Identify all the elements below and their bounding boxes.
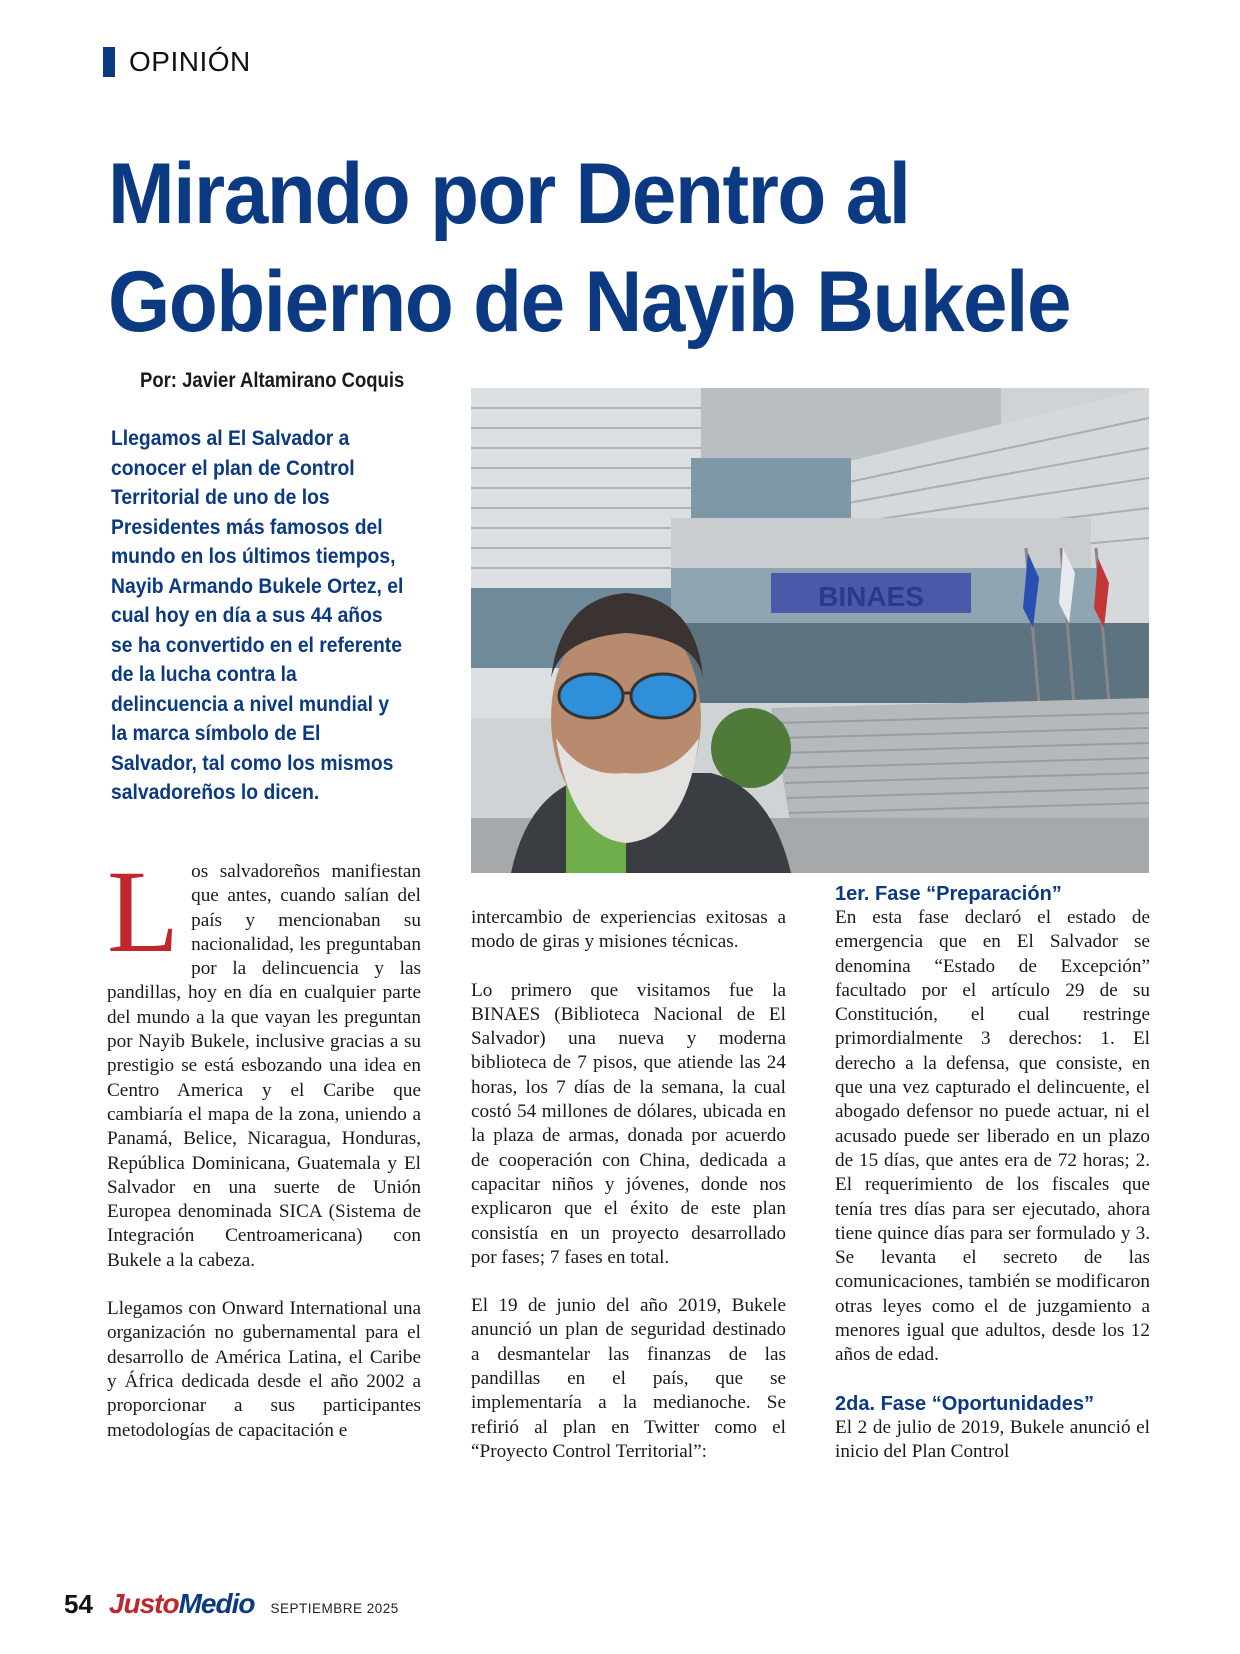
drop-cap: L xyxy=(107,846,180,977)
subhead-phase-2: 2da. Fase “Oportunidades” xyxy=(835,1392,1094,1415)
headline-line-1: Mirando por Dentro al xyxy=(108,146,910,242)
section-title: OPINIÓN xyxy=(129,46,251,77)
column-2-paragraph-3: El 19 de junio del año 2019, Bukele anunció un plan de seguridad destinado a desmantelar las finanzas de las pandillas en el país, que se implementaría a la medianoche. Se refirió al plan en Twitter como el “Proyecto Control Territorial”: xyxy=(471,1295,786,1462)
headline-line-2: Gobierno de Nayib Bukele xyxy=(108,254,1071,350)
column-1-paragraph-1: os salvadoreños manifiestan que antes, cuando salían del país y mencionaban su nacionalidad, les preguntaban por la delincuencia y las pandillas, hoy en día en cualquier parte del mundo a la que vayan les preguntan por Nayib Bukele, inclusive gracias a su prestigio se está esbozando una idea en Centro America y el Caribe que cambiaría el mapa de la zona, uniendo a Panamá, Belice, Nicaragua, Honduras, República Dominicana, Guatemala y El Salvador en una suerte de Unión Europea denominada SICA (Sistema de Integración Centroamericana) con Bukele a la cabeza. xyxy=(107,861,421,1271)
byline: Por: Javier Altamirano Coquis xyxy=(140,369,405,392)
column-2-paragraph-1: intercambio de experiencias exitosas a modo de giras y misiones técnicas. xyxy=(471,907,786,953)
building-sign: BINAES xyxy=(818,581,924,612)
section-marker xyxy=(103,47,115,77)
article-photo xyxy=(471,388,1149,873)
article-column-3 xyxy=(835,882,1150,1488)
lede-paragraph: Llegamos al El Salvador a conocer el plan de Control Territorial de uno de los Presidentes más famosos del mundo en los últimos tiempos, Nayib Armando Bukele Ortez, el cual hoy en día a sus 44 años se ha convertido en el referente de la lucha contra la delincuencia a nivel mundial y la marca símbolo de El Salvador, tal como los mismos salvadoreños lo dicen. xyxy=(111,427,404,804)
section-label xyxy=(103,44,251,80)
magazine-logo: JustoMedio xyxy=(108,1588,255,1619)
column-3-paragraph-1: En esta fase declaró el estado de emergencia que en El Salvador se denomina “Estado de Excepción” facultado por el artículo 29 de su Constitución, el cual restringe primordialmente 3 derechos: 1. El derecho a la defensa, que consiste, en que una vez capturado el delincuente, el abogado defensor no puede actuar, ni el acusado puede ser liberado en un plazo de 15 días, que antes era de 72 horas; 2. El requerimiento de los fiscales que tenía tres días para ser ejecutado, ahora tiene quince días para ser formulado y 3. Se levanta el secreto de las comunicaciones, también se modificaron otras leyes como el de juzgamiento a menores igual que adultos, desde los 12 años de edad. xyxy=(835,907,1150,1366)
article-column-1 xyxy=(107,846,421,1467)
column-1-paragraph-2: Llegamos con Onward International una organización no gubernamental para el desarrollo de América Latina, el Caribe y África dedicada desde el año 2002 a proporcionar a sus participantes metodologías de capacitación e xyxy=(107,1298,421,1441)
issue-date: SEPTIEMBRE 2025 xyxy=(270,1601,399,1616)
article-column-2 xyxy=(471,906,786,1488)
page-footer xyxy=(64,1588,399,1622)
subhead-phase-1: 1er. Fase “Preparación” xyxy=(835,883,1062,905)
headline xyxy=(108,140,1094,356)
page-number: 54 xyxy=(64,1589,93,1619)
column-3-paragraph-2: El 2 de julio de 2019, Bukele anunció el inicio del Plan Control xyxy=(835,1416,1150,1462)
column-2-paragraph-2: Lo primero que visitamos fue la BINAES (Biblioteca Nacional de El Salvador) una nueva y moderna biblioteca de 7 pisos, que atiende las 24 horas, los 7 días de la semana, la cual costó 54 millones de dólares, ubicada en la plaza de armas, donada por acuerdo de cooperación con China, dedicada a capacitar niños y jóvenes, donde nos explicaron que el éxito de este plan consistía en un proyecto desarrollado por fases; 7 fases en total. xyxy=(471,979,786,1268)
